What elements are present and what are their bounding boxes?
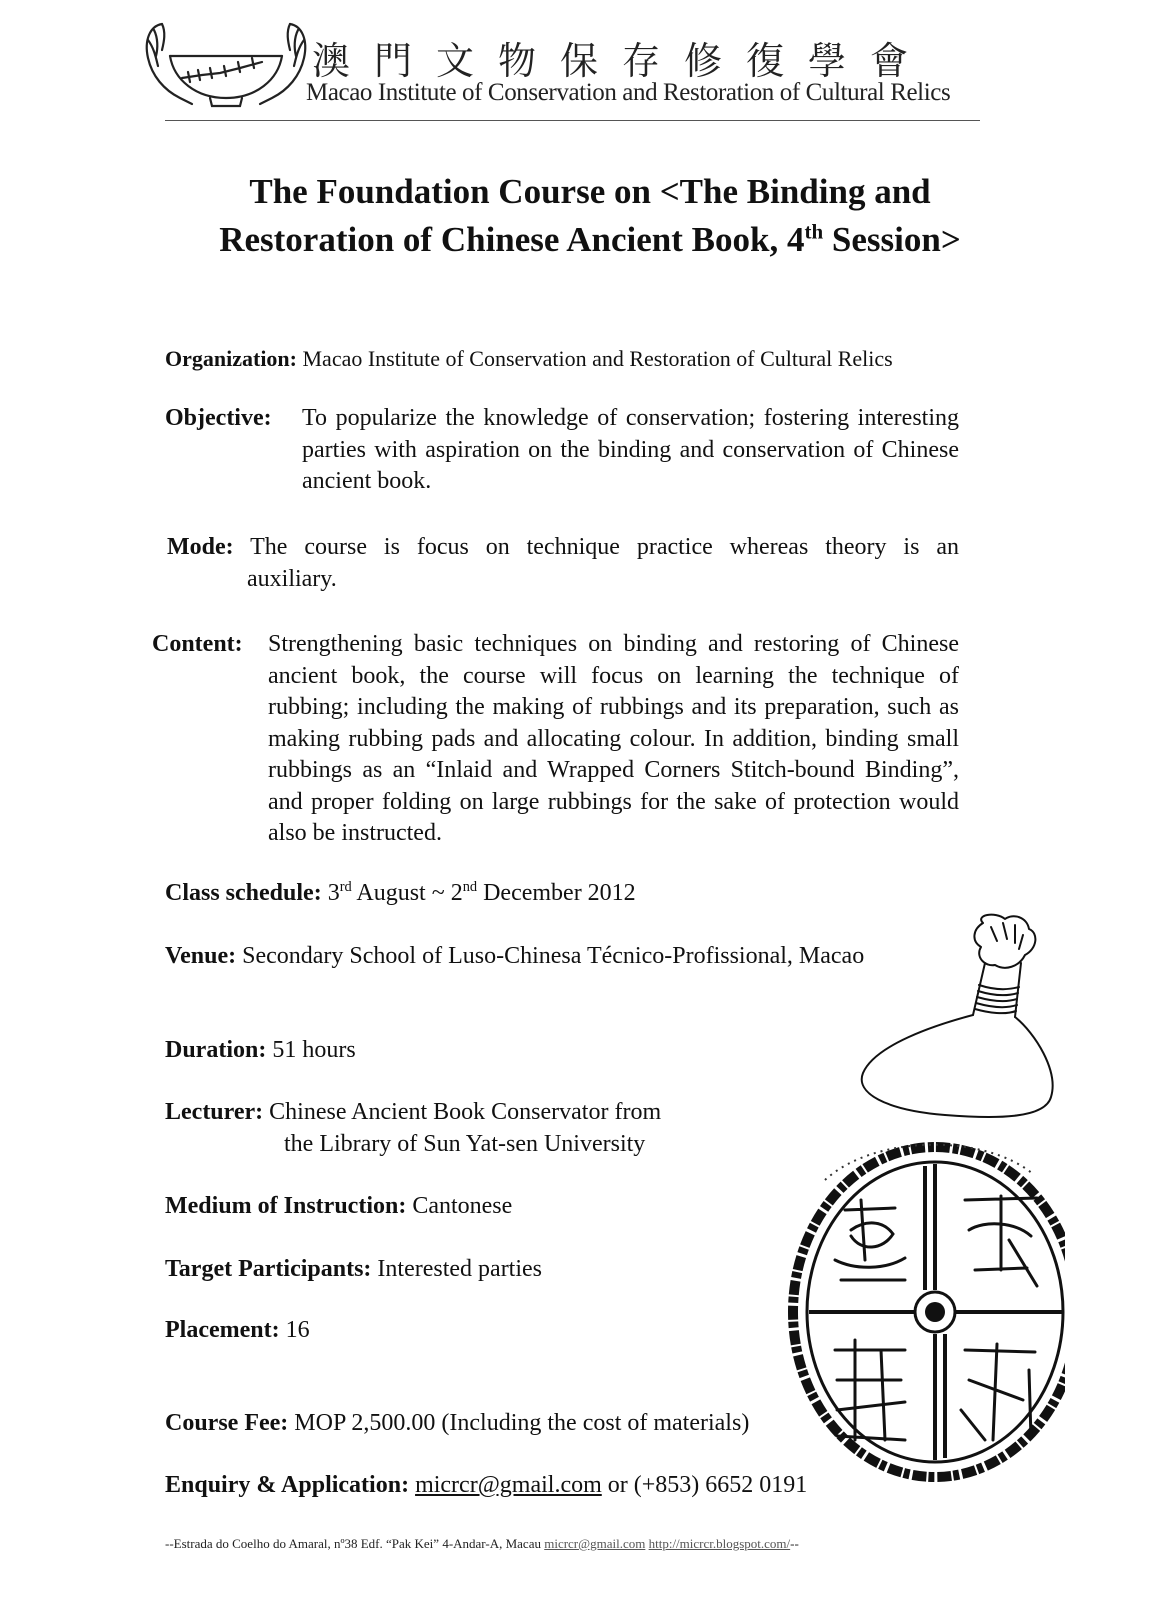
footer-url-link[interactable]: http://micrcr.blogspot.com/ — [648, 1536, 791, 1551]
enquiry-row — [165, 1470, 807, 1502]
lecturer-label: Lecturer: — [165, 1099, 264, 1125]
objective-label: Objective: — [165, 405, 272, 431]
enquiry-phone: (+853) 6652 0191 — [633, 1472, 808, 1498]
lecturer-row — [165, 1097, 661, 1129]
duration-label: Duration: — [165, 1037, 267, 1063]
fee-label: Course Fee: — [165, 1410, 289, 1436]
schedule-day-1-sup: rd — [339, 879, 352, 895]
lecturer-value-line-1: Chinese Ancient Book Conservator from — [269, 1099, 662, 1125]
org-name-chinese: 澳門文物保存修復學會 — [312, 41, 933, 83]
organization-value: Macao Institute of Conservation and Restoration of Cultural Relics — [302, 346, 893, 371]
title-line-2-sup: th — [804, 219, 824, 244]
target-row — [165, 1254, 542, 1286]
title-line-2 — [150, 216, 1030, 264]
target-value: Interested parties — [377, 1256, 543, 1282]
title-line-1 — [150, 168, 1030, 216]
organization-label: Organization: — [165, 346, 297, 371]
venue-label: Venue: — [165, 943, 237, 969]
title-line-1-a: The Foundation Course on — [249, 172, 660, 211]
lecturer-value-line-2: the Library of Sun Yat-sen University — [284, 1131, 646, 1157]
footer-tail: -- — [790, 1536, 799, 1551]
schedule-day-2-sup: nd — [462, 879, 478, 895]
enquiry-email-link[interactable]: micrcr@gmail.com — [415, 1472, 602, 1498]
footer-email-link[interactable]: micrcr@gmail.com — [544, 1536, 646, 1551]
mode-label: Mode: — [167, 534, 234, 560]
target-label: Target Participants: — [165, 1256, 372, 1282]
title-line-2-b: Session> — [823, 220, 961, 259]
schedule-month-2: December 2012 — [477, 880, 636, 906]
schedule-day-2: 2 — [450, 880, 463, 906]
duration-value: 51 hours — [272, 1037, 356, 1063]
bowl-held-by-hands-logo — [140, 18, 310, 113]
venue-value: Secondary School of Luso-Chinesa Técnico-Profissional, Macao — [242, 943, 865, 969]
medium-value: Cantonese — [412, 1193, 513, 1219]
medium-label: Medium of Instruction: — [165, 1193, 407, 1219]
mode-row — [167, 532, 959, 564]
enquiry-separator: or — [601, 1472, 634, 1498]
round-seal-rubbing — [765, 1140, 1065, 1485]
medium-row — [165, 1191, 512, 1223]
title-line-1-b: <The Binding and — [659, 172, 931, 211]
content-label: Content: — [152, 631, 243, 657]
header-divider — [165, 120, 980, 121]
page-title — [150, 168, 1030, 264]
content-value-wrap — [268, 629, 959, 850]
title-line-2-a: Restoration of Chinese Ancient Book, 4 — [219, 220, 805, 259]
placement-value: 16 — [285, 1317, 310, 1343]
fee-row — [165, 1408, 749, 1440]
enquiry-label: Enquiry & Application: — [165, 1472, 410, 1498]
rubbing-pad-illustration — [855, 905, 1065, 1130]
schedule-label: Class schedule: — [165, 880, 322, 906]
objective-value: To popularize the knowledge of conservation; fostering interesting parties with aspiration on the binding and conservation of Chinese ancient book. — [302, 405, 959, 494]
schedule-row — [165, 878, 636, 910]
organization-row — [165, 343, 893, 375]
footer-address: --Estrada do Coelho do Amaral, nº38 Edf. “Pak Kei” 4-Andar-A, Macau — [165, 1536, 545, 1551]
schedule-day-1: 3 — [327, 880, 340, 906]
content-value: Strengthening basic techniques on binding and restoring of Chinese ancient book, the course will focus on learning the technique of rubbing; including the making of rubbings and its preparation, such as making rubbing pads and allocating colour. In addition, binding small rubbings as an “Inlaid and Wrapped Corners Stitch-bound Binding”, and proper folding on large rubbings for the sake of protection would also be instructed. — [268, 631, 959, 846]
mode-value-line-2: auxiliary. — [247, 566, 337, 592]
mode-value-line-1: The course is focus on technique practice whereas theory is an — [250, 534, 959, 560]
placement-row — [165, 1315, 310, 1347]
duration-row — [165, 1035, 356, 1067]
placement-label: Placement: — [165, 1317, 280, 1343]
venue-row — [165, 941, 864, 973]
org-name-english: Macao Institute of Conservation and Restoration of Cultural Relics — [306, 79, 951, 106]
schedule-month-1: August ~ — [351, 880, 451, 906]
footer-address-line — [165, 1536, 799, 1552]
fee-value: MOP 2,500.00 (Including the cost of materials) — [294, 1410, 750, 1436]
